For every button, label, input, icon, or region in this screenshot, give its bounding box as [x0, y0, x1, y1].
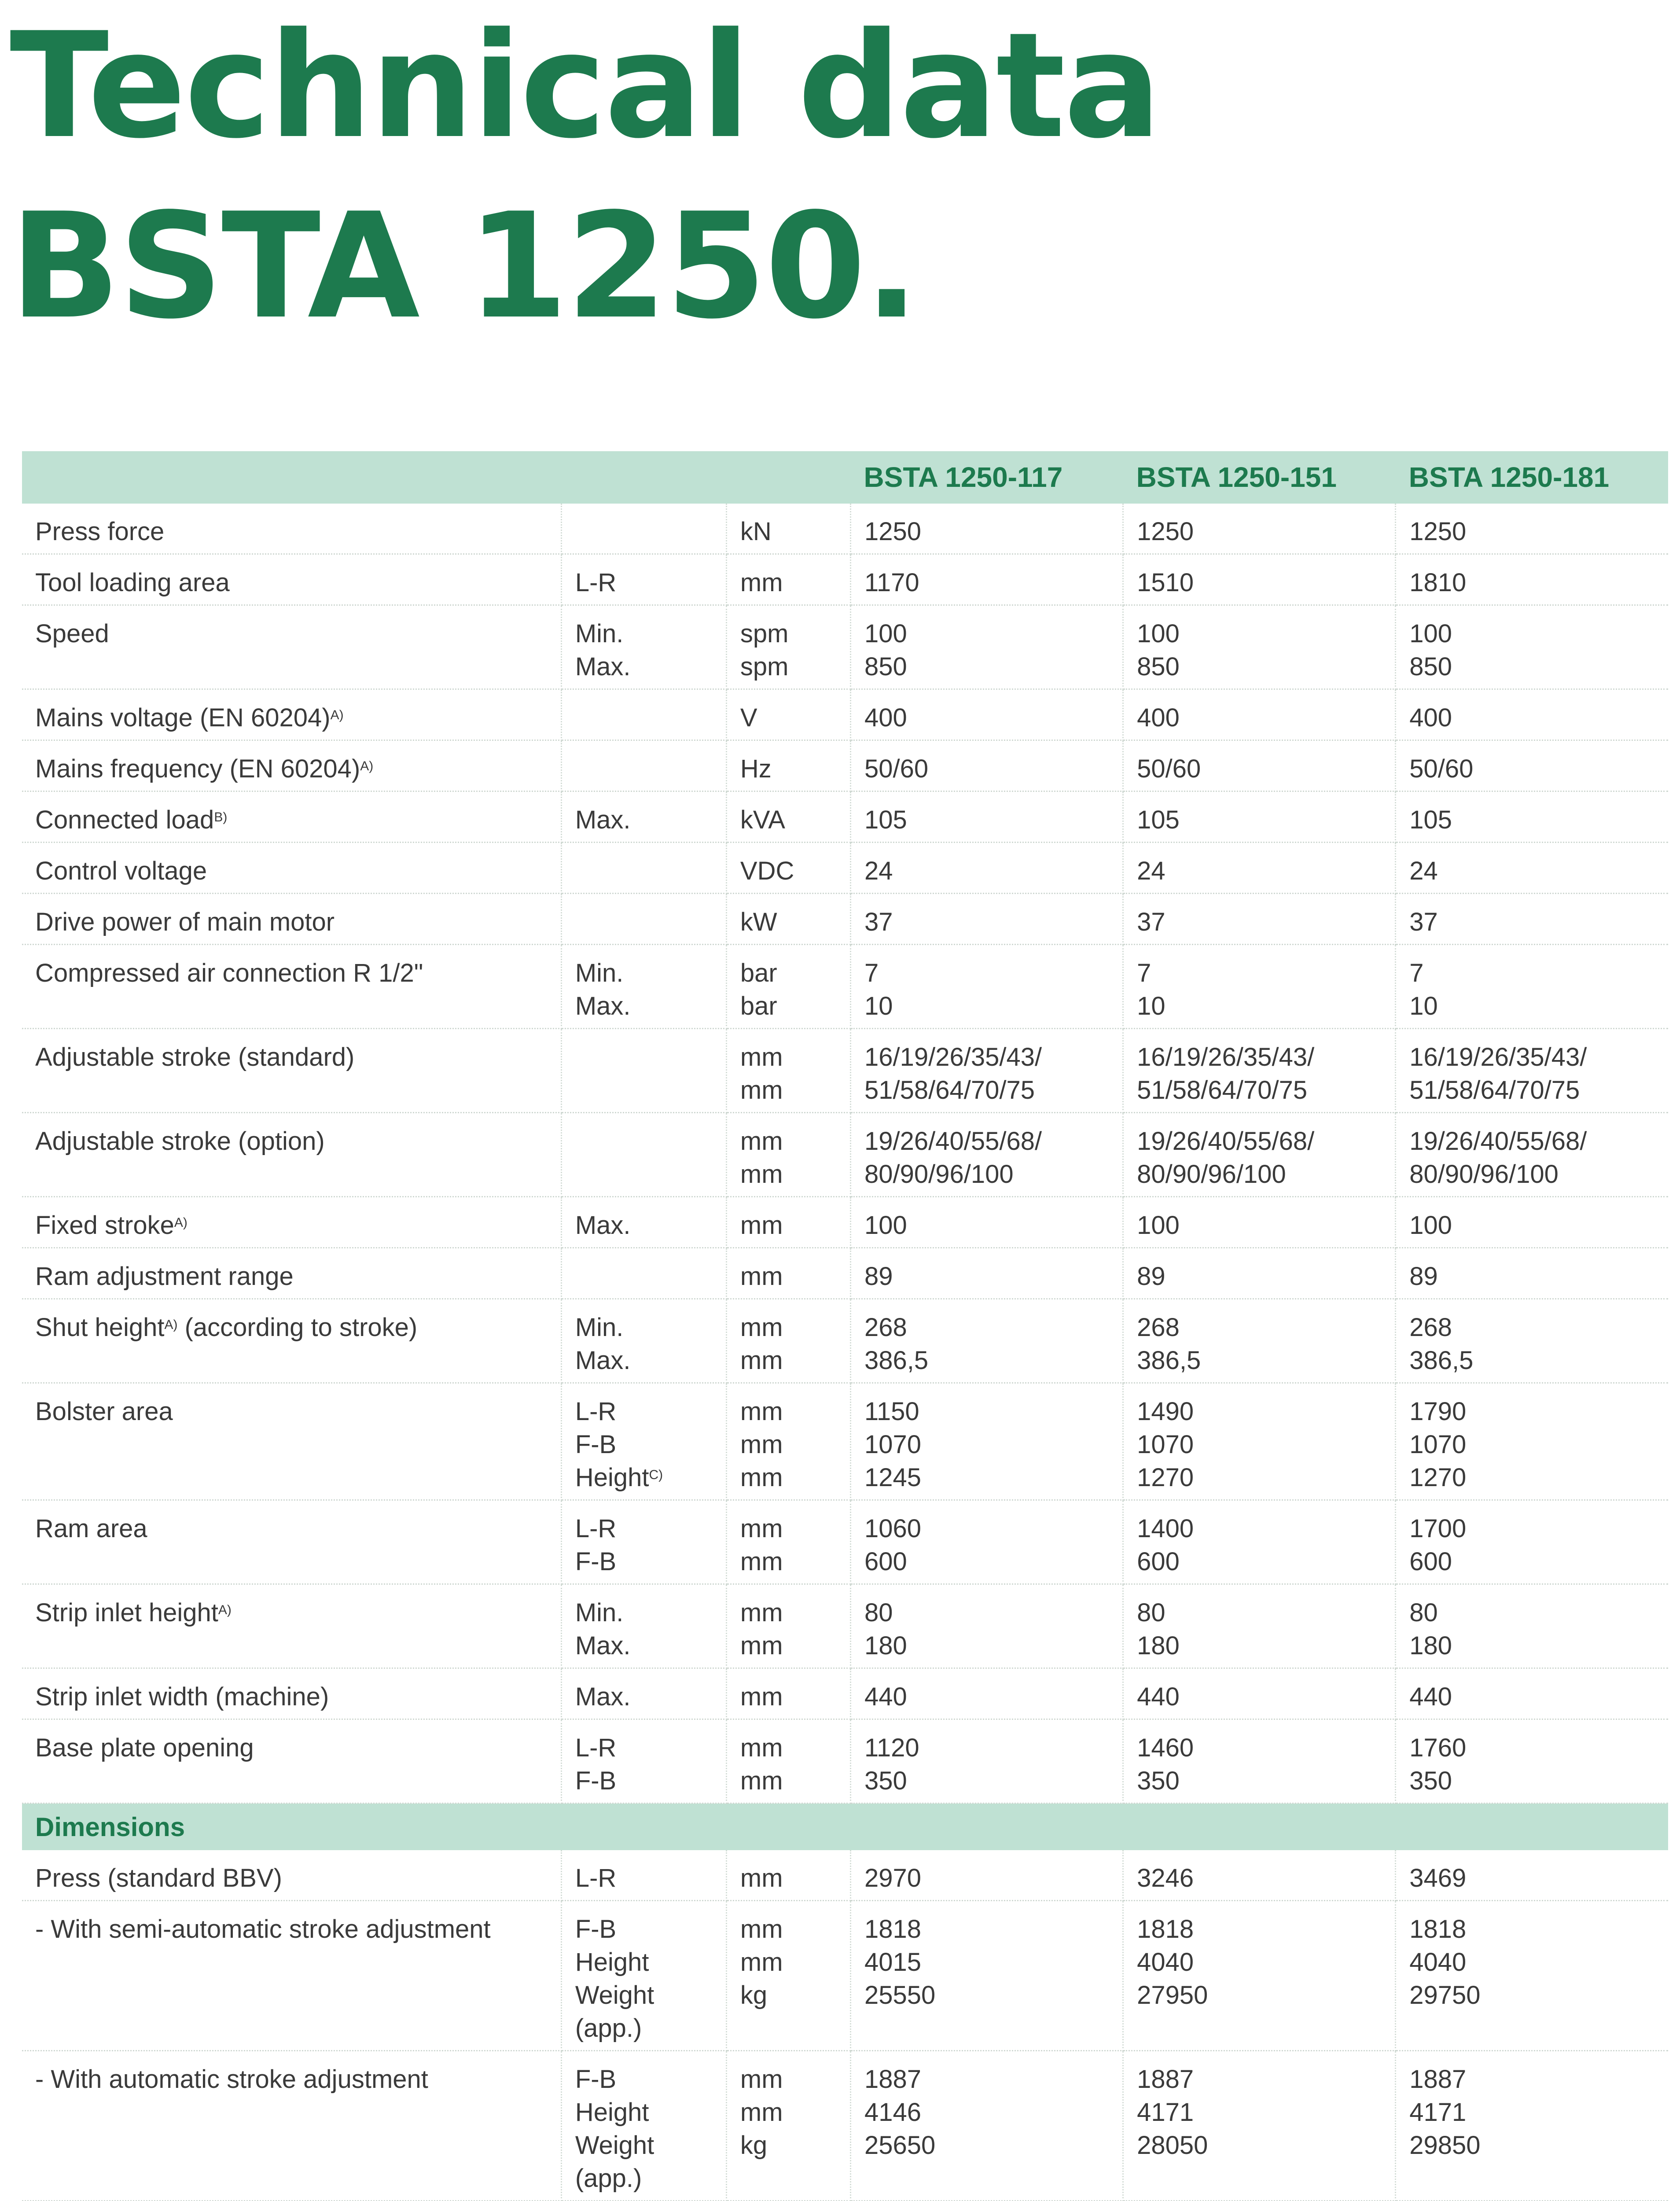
condition-cell	[561, 605, 726, 689]
value-cell	[1123, 791, 1396, 843]
unit-cell-text: mm	[740, 568, 783, 597]
parameter-cell-text: Compressed air connection R 1/2"	[35, 959, 423, 987]
value-cell-text: 1760 350	[1409, 1734, 1467, 1795]
condition-cell	[561, 1248, 726, 1299]
footnote-ref: A)	[360, 759, 374, 773]
value-cell	[1123, 1299, 1396, 1383]
value-cell-text: 37	[1409, 908, 1438, 936]
parameter-cell-text: Speed	[35, 619, 109, 648]
parameter-cell	[22, 1850, 561, 1901]
unit-cell-text: mm mm kg	[740, 1915, 783, 2010]
unit-cell-text: mm	[740, 1864, 783, 1892]
table-row	[22, 1113, 1668, 1197]
model-header-181: BSTA 1250-181	[1396, 451, 1668, 504]
condition-cell-text: Max.	[575, 1682, 631, 1711]
unit-cell	[726, 689, 850, 740]
value-cell	[1123, 1850, 1396, 1901]
unit-cell	[726, 2051, 850, 2201]
value-cell	[1396, 843, 1668, 894]
value-cell	[1123, 1901, 1396, 2051]
value-cell	[1123, 894, 1396, 945]
condition-cell	[561, 1901, 726, 2051]
value-cell-text: 1120 350	[864, 1734, 919, 1795]
condition-cell	[561, 504, 726, 554]
unit-cell-text: kN	[740, 517, 772, 546]
condition-cell	[561, 791, 726, 843]
parameter-suffix: (according to stroke)	[177, 1313, 418, 1342]
table-row	[22, 1197, 1668, 1248]
value-cell-text: 105	[864, 806, 907, 834]
condition-cell	[561, 689, 726, 740]
value-cell	[1396, 791, 1668, 843]
value-cell	[1396, 1668, 1668, 1719]
value-cell	[850, 843, 1123, 894]
value-cell	[850, 1901, 1123, 2051]
value-cell	[1123, 740, 1396, 791]
value-cell-text: 1250	[1409, 517, 1467, 546]
parameter-cell	[22, 1197, 561, 1248]
parameter-cell-text: Adjustable stroke (standard)	[35, 1043, 355, 1071]
value-cell-text: 1887 4171 28050	[1137, 2065, 1208, 2160]
dimensions-section	[22, 1803, 1668, 1851]
parameter-cell	[22, 605, 561, 689]
value-cell-text: 1250	[1137, 517, 1194, 546]
footnote-ref: B)	[214, 810, 228, 824]
parameter-cell-text: - With semi-automatic stroke adjustment	[35, 1915, 491, 1943]
condition-cell-text: Max.	[575, 1211, 631, 1240]
value-cell-text: 1150 1070 1245	[864, 1397, 921, 1492]
value-cell-text: 268 386,5	[864, 1313, 929, 1375]
value-cell-text: 1887 4146 25650	[864, 2065, 936, 2160]
value-cell-text: 80 180	[1137, 1598, 1180, 1660]
unit-cell	[726, 1584, 850, 1668]
table-row	[22, 791, 1668, 843]
value-cell-text: 50/60	[1137, 755, 1201, 783]
condition-cell-text: F-B Height Weight (app.)	[575, 1915, 654, 2043]
value-cell	[1396, 894, 1668, 945]
value-cell	[850, 740, 1123, 791]
value-cell	[1396, 1500, 1668, 1584]
unit-cell-text: mm mm	[740, 1313, 783, 1375]
value-cell-text: 105	[1409, 806, 1452, 834]
value-cell-text: 440	[1409, 1682, 1452, 1711]
parameter-cell-text: Press force	[35, 517, 165, 546]
value-cell-text: 100 850	[864, 619, 907, 681]
value-cell-text: 1887 4171 29850	[1409, 2065, 1481, 2160]
parameter-cell	[22, 945, 561, 1029]
parameter-cell	[22, 2051, 561, 2201]
value-cell-text: 440	[1137, 1682, 1180, 1711]
parameter-cell-text: Mains frequency (EN 60204)	[35, 755, 360, 783]
value-cell-text: 16/19/26/35/43/ 51/58/64/70/75	[1137, 1043, 1315, 1104]
unit-cell	[726, 605, 850, 689]
value-cell	[850, 1113, 1123, 1197]
table-row	[22, 605, 1668, 689]
value-cell-text: 3246	[1137, 1864, 1194, 1892]
value-cell	[850, 605, 1123, 689]
value-cell	[1123, 1197, 1396, 1248]
parameter-cell	[22, 689, 561, 740]
condition-cell	[561, 1668, 726, 1719]
unit-cell-text: mm mm	[740, 1734, 783, 1795]
table-row	[22, 1584, 1668, 1668]
condition-cell-text: Min. Max.	[575, 619, 631, 681]
table-row	[22, 689, 1668, 740]
value-cell	[850, 894, 1123, 945]
value-cell-text: 2970	[864, 1864, 921, 1892]
table-row	[22, 1668, 1668, 1719]
unit-cell-text: spm spm	[740, 619, 789, 681]
value-cell-text: 100 850	[1409, 619, 1452, 681]
condition-cell-text: L-R	[575, 1864, 617, 1892]
condition-cell	[561, 843, 726, 894]
table-row	[22, 504, 1668, 554]
value-cell-text: 100	[1409, 1211, 1452, 1240]
value-cell-text: 100	[1137, 1211, 1180, 1240]
condition-cell-text: F-B Height Weight (app.)	[575, 2065, 654, 2193]
value-cell-text: 268 386,5	[1409, 1313, 1474, 1375]
value-cell-text: 3469	[1409, 1864, 1467, 1892]
value-cell-text: 50/60	[864, 755, 929, 783]
parameter-cell-text: Ram area	[35, 1514, 147, 1543]
value-cell-text: 89	[1409, 1262, 1438, 1291]
table-row	[22, 1248, 1668, 1299]
table-row	[22, 2051, 1668, 2201]
value-cell	[1123, 1719, 1396, 1803]
condition-cell	[561, 1584, 726, 1668]
model-header-row	[22, 451, 1668, 504]
unit-cell-text: mm mm	[740, 1127, 783, 1189]
value-cell	[850, 504, 1123, 554]
value-cell-text: 37	[1137, 908, 1165, 936]
parameter-cell-text: Strip inlet width (machine)	[35, 1682, 329, 1711]
condition-cell-text: Min. Max.	[575, 1598, 631, 1660]
parameter-cell-text: Strip inlet height	[35, 1598, 218, 1627]
table-row	[22, 894, 1668, 945]
parameter-cell	[22, 1500, 561, 1584]
condition-cell-text: L-R F-B	[575, 1514, 617, 1576]
unit-cell	[726, 894, 850, 945]
unit-cell-text: kVA	[740, 806, 785, 834]
condition-cell-text: Min. Max.	[575, 959, 631, 1020]
value-cell-text: 19/26/40/55/68/ 80/90/96/100	[864, 1127, 1042, 1189]
value-cell	[850, 1299, 1123, 1383]
value-cell	[1123, 1668, 1396, 1719]
unit-cell	[726, 1500, 850, 1584]
condition-cell-text: Max.	[575, 806, 631, 834]
model-header-151: BSTA 1250-151	[1123, 451, 1396, 504]
unit-cell	[726, 740, 850, 791]
condition-cell	[561, 894, 726, 945]
value-cell-text: 80 180	[1409, 1598, 1452, 1660]
title-line-1: Technical data	[10, 1, 1160, 170]
parameter-cell	[22, 791, 561, 843]
value-cell-text: 105	[1137, 806, 1180, 834]
value-cell	[850, 2051, 1123, 2201]
value-cell-text: 24	[1137, 857, 1165, 885]
parameter-cell	[22, 1113, 561, 1197]
value-cell	[1123, 605, 1396, 689]
unit-cell-text: mm mm kg	[740, 2065, 783, 2160]
value-cell	[850, 1719, 1123, 1803]
value-cell	[1123, 945, 1396, 1029]
parameter-cell	[22, 554, 561, 605]
value-cell-text: 7 10	[1409, 959, 1438, 1020]
table-row	[22, 1383, 1668, 1500]
unit-cell	[726, 1668, 850, 1719]
value-cell	[850, 945, 1123, 1029]
table-row	[22, 843, 1668, 894]
value-cell-text: 16/19/26/35/43/ 51/58/64/70/75	[1409, 1043, 1587, 1104]
value-cell	[1396, 504, 1668, 554]
technical-data-table	[22, 451, 1668, 2201]
table-row	[22, 1029, 1668, 1113]
parameter-cell	[22, 504, 561, 554]
value-cell	[1396, 2051, 1668, 2201]
condition-cell	[561, 1029, 726, 1113]
unit-cell-text: mm mm mm	[740, 1397, 783, 1492]
parameter-cell-text: Base plate opening	[35, 1734, 254, 1762]
condition-cell-text: Min. Max.	[575, 1313, 631, 1375]
condition-cell	[561, 1850, 726, 1901]
value-cell-text: 400	[1409, 703, 1452, 732]
unit-cell	[726, 945, 850, 1029]
value-cell-text: 1490 1070 1270	[1137, 1397, 1194, 1492]
value-cell	[1123, 2051, 1396, 2201]
value-cell	[850, 1500, 1123, 1584]
value-cell-text: 1250	[864, 517, 921, 546]
table-row	[22, 554, 1668, 605]
parameter-cell-text: Connected load	[35, 806, 214, 834]
parameter-cell	[22, 1901, 561, 2051]
value-cell	[850, 1197, 1123, 1248]
value-cell-text: 400	[1137, 703, 1180, 732]
value-cell-text: 1510	[1137, 568, 1194, 597]
value-cell	[850, 791, 1123, 843]
dimensions-section-title: Dimensions	[22, 1803, 1668, 1851]
value-cell-text: 24	[864, 857, 893, 885]
unit-cell	[726, 504, 850, 554]
page-title	[10, 0, 1160, 357]
value-cell-text: 50/60	[1409, 755, 1474, 783]
value-cell-text: 7 10	[1137, 959, 1165, 1020]
parameter-cell	[22, 1668, 561, 1719]
value-cell-text: 80 180	[864, 1598, 907, 1660]
unit-cell	[726, 791, 850, 843]
value-cell	[850, 1584, 1123, 1668]
value-cell-text: 440	[864, 1682, 907, 1711]
value-cell	[1123, 1248, 1396, 1299]
value-cell	[850, 1668, 1123, 1719]
value-cell	[1396, 1719, 1668, 1803]
condition-cell	[561, 1500, 726, 1584]
value-cell	[1396, 740, 1668, 791]
footnote-ref: A)	[330, 708, 344, 722]
value-cell-text: 89	[1137, 1262, 1165, 1291]
parameter-cell-text: Bolster area	[35, 1397, 173, 1426]
unit-cell-text: mm	[740, 1682, 783, 1711]
value-cell-text: 7 10	[864, 959, 893, 1020]
unit-cell	[726, 1383, 850, 1500]
footnote-ref: A)	[218, 1603, 232, 1617]
value-cell	[1123, 1383, 1396, 1500]
footnote-ref: A)	[174, 1215, 187, 1230]
value-cell-text: 1810	[1409, 568, 1467, 597]
value-cell-text: 1400 600	[1137, 1514, 1194, 1576]
unit-cell	[726, 1901, 850, 2051]
value-cell	[850, 1248, 1123, 1299]
value-cell	[1396, 689, 1668, 740]
table-row	[22, 1299, 1668, 1383]
value-cell-text: 100 850	[1137, 619, 1180, 681]
condition-cell	[561, 2051, 726, 2201]
value-cell-text: 1818 4040 27950	[1137, 1915, 1208, 2010]
value-cell-text: 1060 600	[864, 1514, 921, 1576]
value-cell-text: 16/19/26/35/43/ 51/58/64/70/75	[864, 1043, 1042, 1104]
parameter-cell-text: - With automatic stroke adjustment	[35, 2065, 428, 2094]
value-cell	[1396, 1383, 1668, 1500]
condition-cell-text: L-R F-B	[575, 1734, 617, 1795]
unit-cell-text: bar bar	[740, 959, 777, 1020]
parameter-cell-text: Tool loading area	[35, 568, 230, 597]
parameter-cell-text: Fixed stroke	[35, 1211, 174, 1240]
parameter-cell	[22, 843, 561, 894]
parameter-cell-text: Mains voltage (EN 60204)	[35, 703, 331, 732]
parameter-cell-text: Ram adjustment range	[35, 1262, 294, 1291]
table-row	[22, 945, 1668, 1029]
parameter-cell	[22, 1248, 561, 1299]
value-cell	[1396, 1299, 1668, 1383]
parameter-cell-text: Shut height	[35, 1313, 165, 1342]
unit-cell	[726, 1029, 850, 1113]
value-cell-text: 1170	[864, 568, 919, 597]
value-cell-text: 1790 1070 1270	[1409, 1397, 1467, 1492]
value-cell	[850, 689, 1123, 740]
unit-cell-text: Hz	[740, 755, 772, 783]
unit-cell	[726, 1299, 850, 1383]
unit-cell-text: V	[740, 703, 757, 732]
value-cell	[1123, 504, 1396, 554]
value-cell	[1123, 554, 1396, 605]
title-line-2: BSTA 1250.	[10, 182, 918, 351]
value-cell-text: 89	[864, 1262, 893, 1291]
value-cell	[1123, 1584, 1396, 1668]
condition-cell	[561, 1197, 726, 1248]
condition-cell-text: L-R	[575, 568, 617, 597]
value-cell	[1396, 605, 1668, 689]
condition-cell	[561, 1383, 726, 1500]
value-cell	[1396, 1901, 1668, 2051]
value-cell	[1396, 1248, 1668, 1299]
unit-cell-text: kW	[740, 908, 777, 936]
table-row	[22, 1500, 1668, 1584]
value-cell	[1396, 1029, 1668, 1113]
value-cell-text: 24	[1409, 857, 1438, 885]
parameter-cell	[22, 894, 561, 945]
value-cell	[1123, 1113, 1396, 1197]
condition-cell	[561, 1113, 726, 1197]
value-cell	[1396, 1584, 1668, 1668]
parameter-cell	[22, 740, 561, 791]
value-cell	[1396, 1197, 1668, 1248]
value-cell	[850, 1029, 1123, 1113]
value-cell	[1123, 689, 1396, 740]
value-cell	[850, 554, 1123, 605]
condition-cell	[561, 1299, 726, 1383]
unit-cell-text: mm mm	[740, 1043, 783, 1104]
value-cell	[1396, 1113, 1668, 1197]
value-cell	[1396, 554, 1668, 605]
value-cell	[850, 1383, 1123, 1500]
condition-cell-text: L-R F-B Height	[575, 1397, 649, 1492]
value-cell-text: 1700 600	[1409, 1514, 1467, 1576]
parameter-cell	[22, 1719, 561, 1803]
parameter-cell-text: Adjustable stroke (option)	[35, 1127, 325, 1156]
parameter-cell-text: Control voltage	[35, 857, 207, 885]
model-header-117: BSTA 1250-117	[850, 451, 1123, 504]
unit-cell	[726, 1850, 850, 1901]
parameter-cell	[22, 1299, 561, 1383]
parameter-cell	[22, 1029, 561, 1113]
value-cell-text: 400	[864, 703, 907, 732]
unit-cell	[726, 1113, 850, 1197]
footnote-ref: A)	[164, 1318, 178, 1332]
parameter-cell	[22, 1383, 561, 1500]
value-cell-text: 19/26/40/55/68/ 80/90/96/100	[1409, 1127, 1587, 1189]
unit-cell	[726, 1719, 850, 1803]
unit-cell	[726, 1197, 850, 1248]
condition-cell	[561, 740, 726, 791]
parameter-cell	[22, 1584, 561, 1668]
unit-cell-text: mm	[740, 1262, 783, 1291]
value-cell-text: 19/26/40/55/68/ 80/90/96/100	[1137, 1127, 1315, 1189]
condition-cell	[561, 554, 726, 605]
value-cell	[1123, 1500, 1396, 1584]
unit-cell	[726, 843, 850, 894]
value-cell	[1396, 1850, 1668, 1901]
value-cell	[1123, 843, 1396, 894]
unit-cell-text: mm	[740, 1211, 783, 1240]
value-cell-text: 100	[864, 1211, 907, 1240]
value-cell-text: 1818 4015 25550	[864, 1915, 936, 2010]
table-row	[22, 1901, 1668, 2051]
value-cell	[1396, 945, 1668, 1029]
table-row	[22, 1850, 1668, 1901]
unit-cell-text: VDC	[740, 857, 794, 885]
value-cell-text: 268 386,5	[1137, 1313, 1201, 1375]
table-row	[22, 1719, 1668, 1803]
value-cell-text: 1460 350	[1137, 1734, 1194, 1795]
parameter-cell-text: Drive power of main motor	[35, 908, 335, 936]
footnote-ref: C)	[649, 1468, 663, 1482]
value-cell	[1123, 1029, 1396, 1113]
unit-cell	[726, 554, 850, 605]
unit-cell	[726, 1248, 850, 1299]
unit-cell-text: mm mm	[740, 1598, 783, 1660]
unit-cell-text: mm mm	[740, 1514, 783, 1576]
table-row	[22, 740, 1668, 791]
value-cell-text: 1818 4040 29750	[1409, 1915, 1481, 2010]
value-cell-text: 37	[864, 908, 893, 936]
condition-cell	[561, 945, 726, 1029]
condition-cell	[561, 1719, 726, 1803]
parameter-cell-text: Press (standard BBV)	[35, 1864, 282, 1892]
value-cell	[850, 1850, 1123, 1901]
